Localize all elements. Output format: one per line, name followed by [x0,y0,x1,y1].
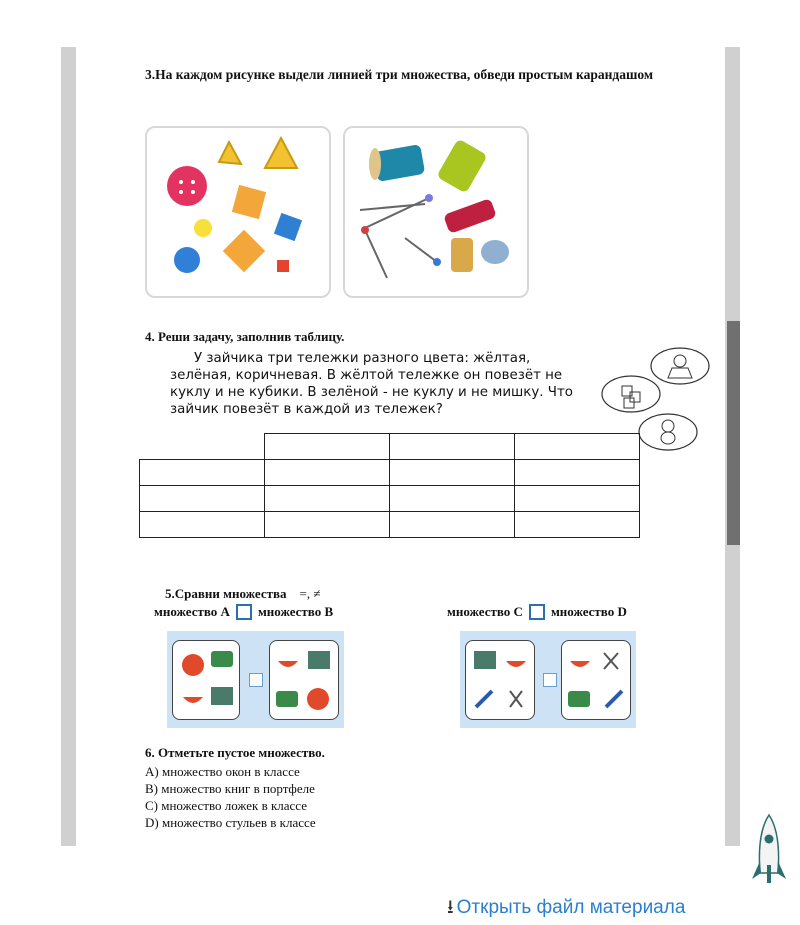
doll-icon [651,348,709,384]
task4-title: 4. Реши задачу, заполнив таблицу. [145,329,345,344]
set-b-box [269,640,339,720]
compare-c-d-checkbox[interactable] [529,604,545,620]
set-b-items [270,641,338,719]
phone-icon [276,691,298,707]
table-row [140,434,640,460]
task3-title: 3.На каждом рисунке выдели линией три множества, обведи простым карандашом [145,67,654,82]
set-a-label: множество А [154,604,230,619]
set-a-items [173,641,239,719]
table-row [140,460,640,486]
phone-icon [568,691,590,707]
compare-c-d [447,604,627,620]
set-d-box [561,640,631,720]
book-icon [308,651,330,669]
compare-c-d-square[interactable] [543,673,557,687]
open-file-link-text[interactable]: Открыть файл материала [456,897,686,918]
task6-title: 6. Отметьте пустое множество. [145,745,325,760]
cup-icon [183,697,203,703]
rocket-icon[interactable] [748,813,790,891]
buttons-illustration [147,128,329,296]
answer-table [139,433,640,538]
option-a: А) множество окон в классе [145,764,300,779]
pen-icon [606,691,622,707]
cubes-icon [602,376,660,412]
threads-illustration [345,128,527,296]
scissors-icon [510,691,522,707]
scissors-icon [604,653,618,669]
set-d-label: множество D [550,604,627,619]
set-c-items [466,641,534,719]
compare-symbols: =, ≠ [299,586,321,601]
cup-icon [506,661,526,667]
open-file-link[interactable] [447,893,685,925]
table-row [140,512,640,538]
option-d: D) множество стульев в классе [145,815,316,830]
book-icon [211,687,233,705]
set-c-box [465,640,535,720]
task4-story [170,350,580,418]
compare-a-b [154,604,333,620]
teapot-icon [182,654,204,676]
threads-picture [343,126,529,298]
pen-icon [476,691,492,707]
table-row [140,486,640,512]
phone-icon [211,651,233,667]
option-c: С) множество ложек в классе [145,798,308,813]
compare-a-b-square[interactable] [249,673,263,687]
compare-a-b-checkbox[interactable] [236,604,252,620]
option-b: В) множество книг в портфеле [145,781,315,796]
task5-title [165,586,320,602]
scrollbar-thumb[interactable] [727,321,740,545]
set-a-box [172,640,240,720]
download-icon: ⭳ [447,897,454,918]
teapot-icon [307,688,329,710]
sets-c-d-panel [460,631,636,728]
set-c-label: множество С [447,604,523,619]
book-icon [474,651,496,669]
set-d-items [562,641,630,719]
story-text: У зайчика три тележки разного цвета: жёлтая, зелёная, коричневая. В жёлтой тележке он повезёт не куклу и не кубики. В зелёной - не куклу и не мишку. Что зайчик повезёт в каждой из тележек? [170,351,573,417]
set-b-label: множество В [257,604,334,619]
left-gutter [61,47,76,846]
sets-a-b-panel [167,631,344,728]
cup-icon [278,661,298,667]
cup-icon [570,661,590,667]
task5-title-text: 5.Сравни множества [165,586,287,601]
buttons-picture [145,126,331,298]
